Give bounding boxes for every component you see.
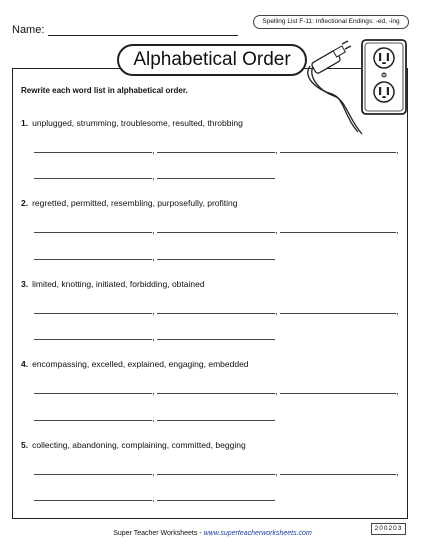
word-list-text: collecting, abandoning, complaining, committed, begging bbox=[32, 440, 246, 450]
footer-brand: Super Teacher Worksheets bbox=[113, 530, 198, 537]
word-list bbox=[21, 279, 205, 289]
footer-url-link[interactable]: www.superteacherworksheets.com bbox=[203, 530, 312, 537]
answer-line[interactable] bbox=[34, 152, 152, 153]
answer-line[interactable] bbox=[157, 178, 275, 179]
answer-line[interactable] bbox=[34, 339, 152, 340]
footer-separator: - bbox=[197, 530, 204, 537]
answer-line[interactable] bbox=[157, 259, 275, 260]
answer-line[interactable] bbox=[157, 474, 275, 475]
word-list bbox=[21, 118, 243, 128]
answer-line[interactable] bbox=[157, 313, 275, 314]
worksheet-title: Alphabetical Order bbox=[117, 44, 307, 76]
answer-line[interactable] bbox=[34, 393, 152, 394]
word-list-text: limited, knotting, initiated, forbidding, obtained bbox=[32, 279, 205, 289]
answer-line[interactable] bbox=[157, 339, 275, 340]
word-list-text: regretted, permitted, resembling, purposefully, profiting bbox=[32, 198, 238, 208]
answer-line[interactable] bbox=[34, 500, 152, 501]
question-number: 1. bbox=[21, 118, 29, 128]
electrical-outlet-plug-icon bbox=[300, 34, 412, 136]
word-list bbox=[21, 440, 246, 450]
word-list-text: unplugged, strumming, troublesome, resulted, throbbing bbox=[32, 118, 243, 128]
answer-line[interactable] bbox=[34, 178, 152, 179]
spelling-list-tag: Spelling List F-11: Inflectional Endings: -ed, -ing bbox=[253, 15, 409, 29]
answer-line[interactable] bbox=[280, 232, 396, 233]
answer-line[interactable] bbox=[157, 393, 275, 394]
answer-line[interactable] bbox=[280, 313, 396, 314]
answer-line[interactable] bbox=[157, 420, 275, 421]
word-list bbox=[21, 359, 249, 369]
question-number: 5. bbox=[21, 440, 29, 450]
footer bbox=[0, 530, 425, 537]
answer-line[interactable] bbox=[34, 313, 152, 314]
question-number: 2. bbox=[21, 198, 29, 208]
word-list-text: encompassing, excelled, explained, engaging, embedded bbox=[32, 359, 249, 369]
answer-line[interactable] bbox=[34, 474, 152, 475]
answer-line[interactable] bbox=[280, 393, 396, 394]
answer-line[interactable] bbox=[34, 259, 152, 260]
answer-line[interactable] bbox=[280, 152, 396, 153]
answer-line[interactable] bbox=[157, 152, 275, 153]
answer-line[interactable] bbox=[34, 232, 152, 233]
answer-line[interactable] bbox=[157, 500, 275, 501]
worksheet-code: 200203 bbox=[371, 523, 406, 535]
answer-line[interactable] bbox=[157, 232, 275, 233]
question-number: 4. bbox=[21, 359, 29, 369]
name-line[interactable] bbox=[48, 35, 238, 36]
question-number: 3. bbox=[21, 279, 29, 289]
answer-line[interactable] bbox=[34, 420, 152, 421]
answer-line[interactable] bbox=[280, 474, 396, 475]
instructions: Rewrite each word list in alphabetical order. bbox=[21, 86, 188, 95]
name-label: Name: bbox=[12, 24, 45, 36]
word-list bbox=[21, 198, 237, 208]
